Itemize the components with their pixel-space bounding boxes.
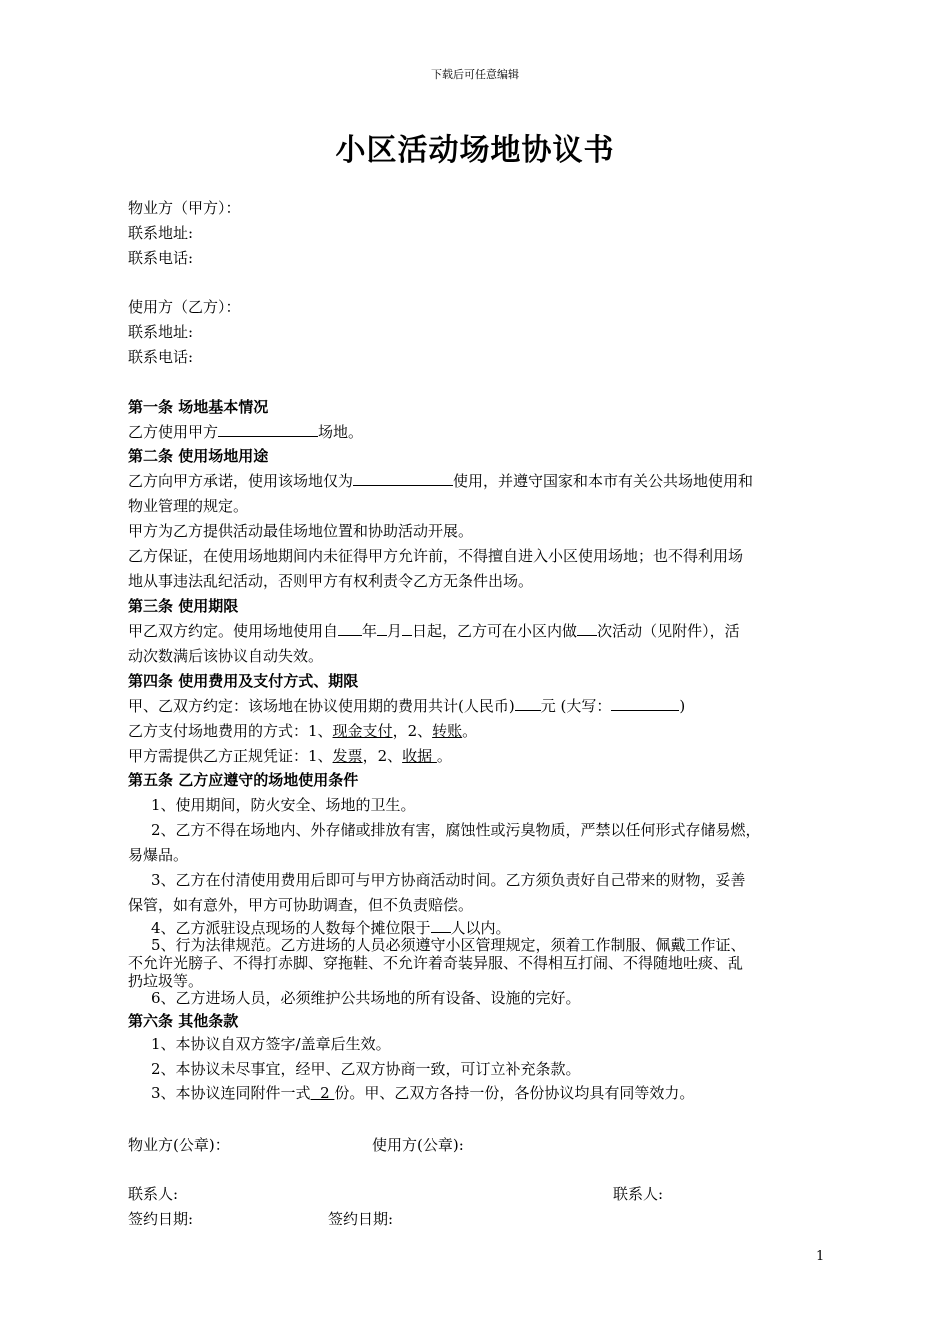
- fill-blank: [431, 918, 451, 933]
- party-a-address: 联系地址:: [128, 224, 194, 242]
- text-span: ，2、: [362, 747, 403, 765]
- fill-blank: [402, 621, 412, 636]
- article-5-item-5-cont2: 扔垃圾等。: [128, 972, 204, 990]
- fill-blank: [218, 422, 318, 437]
- party-a-date-label: 签约日期:: [128, 1210, 194, 1228]
- text-span: 元 (大写：: [540, 697, 612, 715]
- article-4-fee: [128, 696, 685, 716]
- article-6-item-2: 2、本协议未尽事宜，经甲、乙双方协商一致，可订立补充条款。: [151, 1060, 581, 1078]
- party-b-address: 联系地址:: [128, 323, 194, 341]
- fill-blank: [353, 471, 453, 486]
- text-span: 4、乙方派驻设点现场的人数每个摊位限于: [151, 919, 431, 937]
- text-span: 甲方需提供乙方正规凭证：1、: [128, 747, 333, 765]
- document-title: 小区活动场地协议书: [335, 133, 615, 168]
- text-span: 份。甲、乙双方各持一份，各份协议均具有同等效力。: [334, 1084, 695, 1102]
- payment-method-1: 现金支付: [332, 722, 393, 740]
- fill-blank: [577, 621, 597, 636]
- payment-method-2: 转账: [432, 722, 463, 740]
- text-span: ): [679, 697, 686, 715]
- party-a-label: 物业方（甲方）：: [128, 199, 241, 217]
- article-2-text: [128, 471, 753, 491]
- article-5-item-6: 6、乙方进场人员，必须维护公共场地的所有设备、设施的完好。: [151, 989, 581, 1007]
- article-2-heading: 第二条 使用场地用途: [128, 447, 269, 465]
- text-span: 3、本协议连同附件一式: [151, 1084, 311, 1102]
- article-1-text: [128, 422, 363, 442]
- fill-blank: [338, 621, 362, 636]
- voucher-2: 收据: [402, 747, 437, 765]
- article-5-item-2: 2、乙方不得在场地内、外存储或排放有害，腐蚀性或污臭物质，严禁以任何形式存储易燃，: [151, 821, 761, 839]
- article-6-heading: 第六条 其他条款: [128, 1012, 239, 1030]
- article-6-item-1: 1、本协议自双方签字/盖章后生效。: [151, 1035, 391, 1053]
- copies-count: 2: [310, 1084, 335, 1102]
- article-5-item-3-cont: 保管，如有意外，甲方可协助调查，但不负责赔偿。: [128, 896, 474, 914]
- party-a-phone: 联系电话:: [128, 249, 194, 267]
- text-span: ，2、: [392, 722, 433, 740]
- page-number: 1: [816, 1249, 825, 1264]
- party-a-seal-label: 物业方(公章)：: [128, 1136, 230, 1154]
- header-note: 下载后可任意编辑: [431, 68, 519, 81]
- party-b-phone: 联系电话:: [128, 348, 194, 366]
- article-2-text-cont: 物业管理的规定。: [128, 497, 249, 515]
- article-5-item-3: 3、乙方在付清使用费用后即可与甲方协商活动时间。乙方须负责好自己带来的财物，妥善: [151, 871, 746, 889]
- text-span: 甲乙双方约定。使用场地使用自: [128, 622, 339, 640]
- text-span: 月: [387, 622, 403, 640]
- article-3-text-cont: 动次数满后该协议自动失效。: [128, 647, 324, 665]
- voucher-1: 发票: [332, 747, 363, 765]
- article-3-text: [128, 621, 740, 641]
- article-5-item-4: [151, 918, 511, 938]
- text-span: 。: [462, 722, 478, 740]
- text-span: 使用，并遵守国家和本市有关公共场地使用和: [453, 472, 754, 490]
- text-span: 甲、乙双方约定：该场地在协议使用期的费用共计(人民币): [128, 697, 515, 715]
- party-b-date-label: 签约日期:: [328, 1210, 394, 1228]
- article-4-heading: 第四条 使用费用及支付方式、期限: [128, 672, 359, 690]
- article-2-p2: 甲方为乙方提供活动最佳场地位置和协助活动开展。: [128, 522, 474, 540]
- article-1-heading: 第一条 场地基本情况: [128, 398, 269, 416]
- fill-blank: [515, 696, 541, 711]
- article-6-item-3: [151, 1083, 694, 1103]
- article-5-item-2-cont: 易爆品。: [128, 846, 189, 864]
- text-span: 乙方向甲方承诺，使用该场地仅为: [128, 472, 354, 490]
- party-b-seal-label: 使用方(公章):: [372, 1136, 464, 1154]
- text-span: 乙方使用甲方: [128, 423, 219, 441]
- article-4-voucher: [128, 746, 452, 766]
- article-5-item-5-cont: 不允许光膀子、不得打赤脚、穿拖鞋、不允许着奇装异服、不得相互打闹、不得随地吐痰、乱: [128, 954, 744, 972]
- text-span: 人以内。: [450, 919, 511, 937]
- article-5-item-5: 5、行为法律规范。乙方进场的人员必须遵守小区管理规定，须着工作制服、佩戴工作证、: [151, 936, 746, 954]
- party-b-contact-label: 联系人:: [613, 1185, 664, 1203]
- text-span: 年: [362, 622, 378, 640]
- article-2-p3: 乙方保证，在使用场地期间内未征得甲方允许前，不得擅自进入小区使用场地；也不得利用场: [128, 547, 744, 565]
- article-4-payment: [128, 721, 477, 741]
- article-3-heading: 第三条 使用期限: [128, 597, 239, 615]
- fill-blank: [611, 696, 679, 711]
- article-5-heading: 第五条 乙方应遵守的场地使用条件: [128, 771, 359, 789]
- article-5-item-1: 1、使用期间，防火安全、场地的卫生。: [151, 796, 416, 814]
- fill-blank: [377, 621, 387, 636]
- text-span: 场地。: [318, 423, 364, 441]
- party-a-contact-label: 联系人:: [128, 1185, 179, 1203]
- text-span: 乙方支付场地费用的方式：1、: [128, 722, 333, 740]
- text-span: 。: [436, 747, 452, 765]
- party-b-label: 使用方（乙方）：: [128, 298, 241, 316]
- article-2-p3-cont: 地从事违法乱纪活动，否则甲方有权利责令乙方无条件出场。: [128, 572, 534, 590]
- text-span: 次活动（见附件），活: [597, 622, 740, 640]
- text-span: 日起，乙方可在小区内做: [412, 622, 578, 640]
